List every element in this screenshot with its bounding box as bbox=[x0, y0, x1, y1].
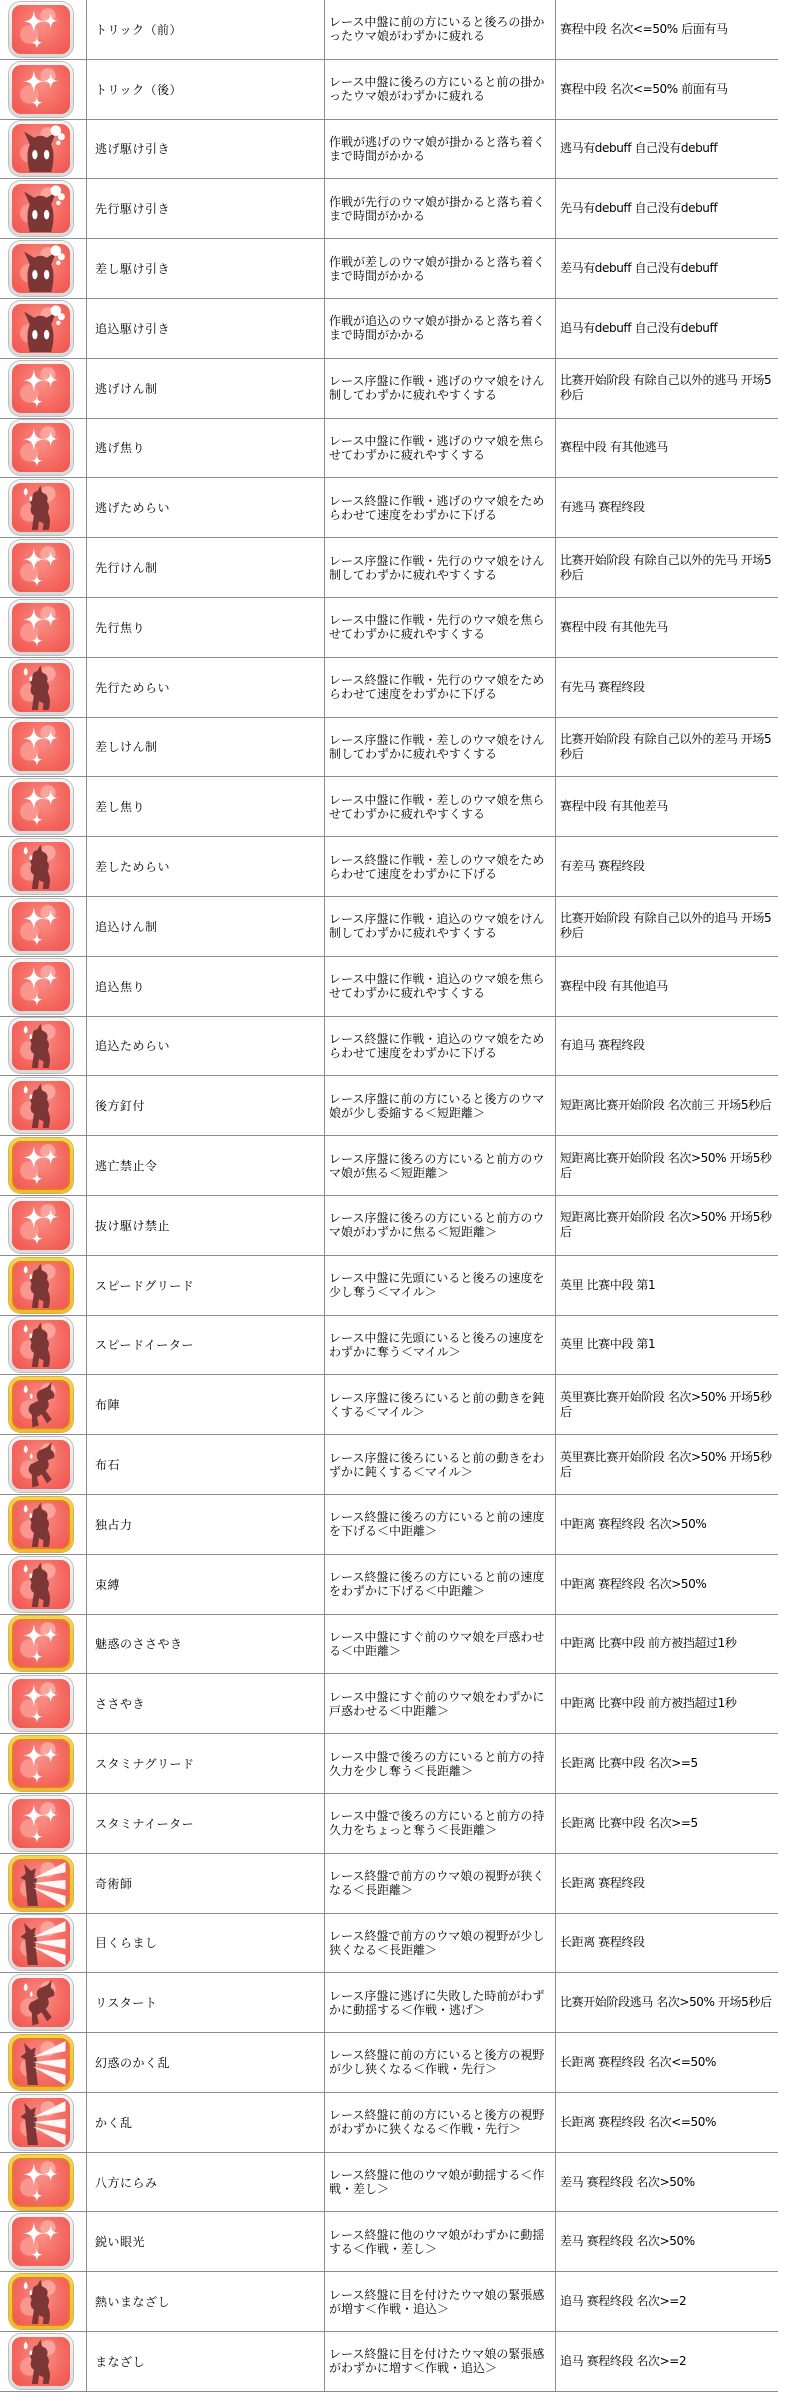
skill-name: 先行駆け引き bbox=[87, 179, 325, 238]
skill-name: 差し焦り bbox=[87, 777, 325, 836]
table-row bbox=[0, 1435, 778, 1495]
table-row bbox=[0, 1555, 778, 1615]
magician-icon bbox=[9, 2035, 73, 2090]
skill-condition: 长距离 赛程终段 名次<=50% bbox=[560, 2054, 717, 2069]
skill-name: スピードグリード bbox=[87, 1256, 325, 1315]
table-row bbox=[0, 2272, 778, 2332]
sparkle-icon bbox=[9, 540, 73, 595]
table-row bbox=[0, 299, 778, 359]
skill-condition: 有逃马 赛程终段 bbox=[560, 500, 645, 515]
icon-face bbox=[12, 1500, 70, 1549]
table-row bbox=[0, 718, 778, 778]
skill-name: 逃げためらい bbox=[87, 478, 325, 537]
table-row bbox=[0, 1914, 778, 1974]
icon-face bbox=[12, 962, 70, 1011]
icon-face bbox=[12, 2158, 70, 2207]
icon-face bbox=[12, 1081, 70, 1130]
icon-cell bbox=[0, 60, 87, 119]
icon-cell bbox=[0, 897, 87, 956]
skill-condition: 赛程中段 名次<=50% 后面有马 bbox=[560, 21, 728, 36]
skill-condition: 差马 赛程终段 名次>50% bbox=[560, 2234, 695, 2249]
skill-name: ささやき bbox=[87, 1674, 325, 1733]
skill-condition: 有追马 赛程终段 bbox=[560, 1038, 645, 1053]
skill-condition: 英里 比赛中段 第1 bbox=[560, 1277, 656, 1292]
skill-description: レース中盤で後ろの方にいると前方の持久力を少し奪う＜長距離＞ bbox=[325, 1734, 556, 1793]
sparkle-icon bbox=[9, 959, 73, 1014]
icon-cell bbox=[0, 419, 87, 478]
icon-face bbox=[12, 184, 70, 233]
skill-condition: 中距离 比赛中段 前方被挡超过1秒 bbox=[560, 1636, 737, 1651]
sparkle-icon bbox=[9, 779, 73, 834]
skill-description: 作戦が追込のウマ娘が掛かると落ち着くまで時間がかかる bbox=[325, 299, 556, 358]
table-row bbox=[0, 777, 778, 837]
table-row bbox=[0, 1076, 778, 1136]
icon-cell bbox=[0, 2153, 87, 2212]
icon-face bbox=[12, 2098, 70, 2147]
skill-condition: 赛程中段 名次<=50% 前面有马 bbox=[560, 81, 728, 96]
skill-description: レース中盤にすぐ前のウマ娘をわずかに戸惑わせる＜中距離＞ bbox=[325, 1674, 556, 1733]
horse-sweat-icon bbox=[9, 1317, 73, 1372]
skill-condition: 长距离 赛程终段 名次<=50% bbox=[560, 2114, 717, 2129]
horse-sweat-icon bbox=[9, 1078, 73, 1133]
running-devil-icon bbox=[9, 1377, 73, 1432]
skill-description: レース中盤にすぐ前のウマ娘を戸惑わせる＜中距離＞ bbox=[325, 1615, 556, 1674]
skill-description: 作戦が先行のウマ娘が掛かると落ち着くまで時間がかかる bbox=[325, 179, 556, 238]
skill-name: 八方にらみ bbox=[87, 2153, 325, 2212]
icon-cell bbox=[0, 1495, 87, 1554]
skill-description: レース中盤に作戦・差しのウマ娘を焦らせてわずかに疲れやすくする bbox=[325, 777, 556, 836]
skill-description: レース序盤に作戦・追込のウマ娘をけん制してわずかに疲れやすくする bbox=[325, 897, 556, 956]
icon-cell bbox=[0, 2093, 87, 2152]
skill-description: レース中盤に先頭にいると後ろの速度をわずかに奪う＜マイル＞ bbox=[325, 1316, 556, 1375]
table-row bbox=[0, 478, 778, 538]
skill-description: レース終盤に目を付けたウマ娘の緊張感がわずかに増す＜作戦・追込＞ bbox=[325, 2332, 556, 2391]
icon-cell bbox=[0, 2332, 87, 2391]
icon-cell bbox=[0, 1316, 87, 1375]
skill-condition: 有先马 赛程终段 bbox=[560, 679, 645, 694]
skill-description: レース終盤に作戦・逃げのウマ娘をためらわせて速度をわずかに下げる bbox=[325, 478, 556, 537]
sparkle-icon bbox=[9, 1796, 73, 1851]
sparkle-icon bbox=[9, 62, 73, 117]
skill-condition: 英里 比赛中段 第1 bbox=[560, 1337, 656, 1352]
horse-sweat-icon bbox=[9, 1018, 73, 1073]
icon-cell bbox=[0, 299, 87, 358]
table-row bbox=[0, 598, 778, 658]
skill-name: 差しためらい bbox=[87, 837, 325, 896]
icon-cell bbox=[0, 1555, 87, 1614]
icon-cell bbox=[0, 1734, 87, 1793]
horse-sweat-icon bbox=[9, 1557, 73, 1612]
icon-cell bbox=[0, 1196, 87, 1255]
skill-name: トリック（前） bbox=[87, 0, 325, 59]
icon-cell bbox=[0, 1076, 87, 1135]
skill-condition: 逃马有debuff 自己没有debuff bbox=[560, 141, 718, 156]
magician-icon bbox=[9, 1856, 73, 1911]
icon-cell bbox=[0, 1435, 87, 1494]
skill-name: 束縛 bbox=[87, 1555, 325, 1614]
icon-cell bbox=[0, 1136, 87, 1195]
skill-condition: 差马有debuff 自己没有debuff bbox=[560, 261, 718, 276]
skill-name: トリック（後） bbox=[87, 60, 325, 119]
table-row bbox=[0, 1196, 778, 1256]
skill-description: レース序盤に逃げに失敗した時前がわずかに動揺する＜作戦・逃げ＞ bbox=[325, 1973, 556, 2032]
skill-description: レース序盤に後ろにいると前の動きをわずかに鈍くする＜マイル＞ bbox=[325, 1435, 556, 1494]
table-row bbox=[0, 179, 778, 239]
icon-face bbox=[12, 782, 70, 831]
icon-face bbox=[12, 1859, 70, 1908]
icon-face bbox=[12, 2337, 70, 2386]
skill-condition: 比赛开始阶段 有除自己以外的差马 开场5秒后 bbox=[560, 731, 772, 761]
horse-sweat-icon bbox=[9, 1258, 73, 1313]
icon-face bbox=[12, 1021, 70, 1070]
icon-face bbox=[12, 364, 70, 413]
icon-face bbox=[12, 244, 70, 293]
icon-cell bbox=[0, 1615, 87, 1674]
skill-name: 追込ためらい bbox=[87, 1017, 325, 1076]
icon-cell bbox=[0, 1794, 87, 1853]
skill-condition: 长距离 比赛中段 名次>=5 bbox=[560, 1815, 698, 1830]
skill-condition: 长距离 比赛中段 名次>=5 bbox=[560, 1756, 698, 1770]
skill-name: 追込駆け引き bbox=[87, 299, 325, 358]
skill-name: 幻惑のかく乱 bbox=[87, 2033, 325, 2092]
icon-cell bbox=[0, 2212, 87, 2271]
icon-face bbox=[12, 5, 70, 54]
table-row bbox=[0, 538, 778, 598]
skill-condition: 英里赛比赛开始阶段 名次>50% 开场5秒后 bbox=[560, 1449, 772, 1479]
skill-description: レース序盤に前の方にいると後方のウマ娘が少し委縮する＜短距離＞ bbox=[325, 1076, 556, 1135]
icon-face bbox=[12, 65, 70, 114]
icon-face bbox=[12, 1380, 70, 1429]
sparkle-icon bbox=[9, 420, 73, 475]
horse-sweat-icon bbox=[9, 839, 73, 894]
skill-name: 先行ためらい bbox=[87, 658, 325, 717]
skill-description: レース中盤に前の方にいると後ろの掛かったウマ娘がわずかに疲れる bbox=[325, 0, 556, 59]
table-row bbox=[0, 957, 778, 1017]
skill-name: 熱いまなざし bbox=[87, 2272, 325, 2331]
skill-condition: 有差马 赛程终段 bbox=[560, 859, 645, 874]
skill-name: 抜け駆け禁止 bbox=[87, 1196, 325, 1255]
table-row bbox=[0, 2033, 778, 2093]
skill-description: レース序盤に後ろの方にいると前方のウマ娘が焦る＜短距離＞ bbox=[325, 1136, 556, 1195]
table-row bbox=[0, 1734, 778, 1794]
horse-sweat-icon bbox=[9, 2334, 73, 2389]
icon-cell bbox=[0, 1973, 87, 2032]
table-row bbox=[0, 1615, 778, 1675]
table-row bbox=[0, 1794, 778, 1854]
skill-name: 逃亡禁止令 bbox=[87, 1136, 325, 1195]
table-row bbox=[0, 2332, 778, 2392]
sparkle-icon bbox=[9, 600, 73, 655]
icon-face bbox=[12, 663, 70, 712]
sparkle-icon bbox=[9, 2155, 73, 2210]
skill-name: スピードイーター bbox=[87, 1316, 325, 1375]
skill-name: 追込けん制 bbox=[87, 897, 325, 956]
icon-cell bbox=[0, 1375, 87, 1434]
icon-face bbox=[12, 603, 70, 652]
skill-name: かく乱 bbox=[87, 2093, 325, 2152]
skill-description: レース序盤に後ろの方にいると前方のウマ娘がわずかに焦る＜短距離＞ bbox=[325, 1196, 556, 1255]
skill-name: 逃げ焦り bbox=[87, 419, 325, 478]
skill-name: スタミナグリード bbox=[87, 1734, 325, 1793]
skill-condition: 比赛开始阶段 有除自己以外的追马 开场5秒后 bbox=[560, 911, 772, 941]
table-row bbox=[0, 0, 778, 60]
devil-steam-icon bbox=[9, 301, 73, 356]
skill-condition: 短距离比赛开始阶段 名次前三 开场5秒后 bbox=[560, 1098, 772, 1113]
icon-face bbox=[12, 1141, 70, 1190]
icon-face bbox=[12, 1978, 70, 2027]
skill-name: 魅惑のささやき bbox=[87, 1615, 325, 1674]
table-row bbox=[0, 1136, 778, 1196]
skill-condition: 长距离 赛程终段 bbox=[560, 1935, 645, 1950]
table-row bbox=[0, 1973, 778, 2033]
icon-cell bbox=[0, 2033, 87, 2092]
skill-description: レース終盤に後ろの方にいると前の速度をわずかに下げる＜中距離＞ bbox=[325, 1555, 556, 1614]
icon-face bbox=[12, 2277, 70, 2326]
icon-face bbox=[12, 1560, 70, 1609]
table-row bbox=[0, 837, 778, 897]
icon-face bbox=[12, 124, 70, 173]
horse-sweat-icon bbox=[9, 660, 73, 715]
sparkle-icon bbox=[9, 1138, 73, 1193]
skill-condition: 短距离比赛开始阶段 名次>50% 开场5秒后 bbox=[560, 1150, 772, 1180]
icon-cell bbox=[0, 239, 87, 298]
skill-condition: 比赛开始阶段 有除自己以外的逃马 开场5秒后 bbox=[560, 373, 772, 403]
table-row bbox=[0, 1017, 778, 1077]
skill-condition: 差马 赛程终段 名次>50% bbox=[560, 2174, 695, 2189]
magician-icon bbox=[9, 2095, 73, 2150]
table-row bbox=[0, 1316, 778, 1376]
icon-cell bbox=[0, 1674, 87, 1733]
icon-face bbox=[12, 1739, 70, 1788]
skill-description: レース終盤に作戦・差しのウマ娘をためらわせて速度をわずかに下げる bbox=[325, 837, 556, 896]
skill-description: レース終盤に他のウマ娘がわずかに動揺する＜作戦・差し＞ bbox=[325, 2212, 556, 2271]
table-row bbox=[0, 2153, 778, 2213]
table-row bbox=[0, 1256, 778, 1316]
skill-condition: 赛程中段 有其他逃马 bbox=[560, 440, 668, 455]
running-devil-icon bbox=[9, 1975, 73, 2030]
skill-condition: 赛程中段 有其他先马 bbox=[560, 619, 668, 634]
skill-condition: 长距离 赛程终段 bbox=[560, 1875, 645, 1890]
icon-cell bbox=[0, 0, 87, 59]
horse-sweat-icon bbox=[9, 2274, 73, 2329]
skill-description: レース序盤に作戦・逃げのウマ娘をけん制してわずかに疲れやすくする bbox=[325, 359, 556, 418]
skill-condition: 英里赛比赛开始阶段 名次>50% 开场5秒后 bbox=[560, 1389, 772, 1419]
table-row bbox=[0, 419, 778, 479]
skill-description: 作戦が逃げのウマ娘が掛かると落ち着くまで時間がかかる bbox=[325, 120, 556, 179]
skill-description: レース終盤に後ろの方にいると前の速度を下げる＜中距離＞ bbox=[325, 1495, 556, 1554]
icon-face bbox=[12, 1320, 70, 1369]
skill-description: レース終盤に前の方にいると後方の視野が少し狭くなる＜作戦・先行＞ bbox=[325, 2033, 556, 2092]
skill-condition: 比赛开始阶段 有除自己以外的先马 开场5秒后 bbox=[560, 552, 772, 582]
icon-cell bbox=[0, 598, 87, 657]
icon-face bbox=[12, 483, 70, 532]
skill-name: 奇術師 bbox=[87, 1854, 325, 1913]
skill-description: レース終盤に作戦・追込のウマ娘をためらわせて速度をわずかに下げる bbox=[325, 1017, 556, 1076]
skill-condition: 追马 赛程终段 名次>=2 bbox=[560, 2294, 687, 2309]
skill-condition: 中距离 赛程终段 名次>50% bbox=[560, 1516, 707, 1531]
icon-cell bbox=[0, 1914, 87, 1973]
skill-name: 後方釘付 bbox=[87, 1076, 325, 1135]
icon-cell bbox=[0, 538, 87, 597]
skill-name: 先行けん制 bbox=[87, 538, 325, 597]
skill-name: 独占力 bbox=[87, 1495, 325, 1554]
skill-condition: 先马有debuff 自己没有debuff bbox=[560, 201, 718, 216]
skill-condition: 短距离比赛开始阶段 名次>50% 开场5秒后 bbox=[560, 1210, 772, 1240]
skill-name: 差しけん制 bbox=[87, 718, 325, 777]
icon-face bbox=[12, 1799, 70, 1848]
devil-steam-icon bbox=[9, 181, 73, 236]
devil-steam-icon bbox=[9, 241, 73, 296]
skill-name: 布陣 bbox=[87, 1375, 325, 1434]
icon-cell bbox=[0, 957, 87, 1016]
icon-cell bbox=[0, 120, 87, 179]
skill-condition: 追马 赛程终段 名次>=2 bbox=[560, 2353, 687, 2368]
icon-face bbox=[12, 1679, 70, 1728]
skill-description: レース中盤に後ろの方にいると前の掛かったウマ娘がわずかに疲れる bbox=[325, 60, 556, 119]
icon-cell bbox=[0, 2272, 87, 2331]
skill-name: 差し駆け引き bbox=[87, 239, 325, 298]
sparkle-icon bbox=[9, 719, 73, 774]
sparkle-icon bbox=[9, 1736, 73, 1791]
sparkle-icon bbox=[9, 361, 73, 416]
icon-face bbox=[12, 842, 70, 891]
icon-cell bbox=[0, 658, 87, 717]
table-row bbox=[0, 359, 778, 419]
icon-cell bbox=[0, 777, 87, 836]
icon-cell bbox=[0, 179, 87, 238]
icon-face bbox=[12, 423, 70, 472]
table-row bbox=[0, 120, 778, 180]
horse-sweat-icon bbox=[9, 480, 73, 535]
icon-cell bbox=[0, 1854, 87, 1913]
icon-face bbox=[12, 1261, 70, 1310]
icon-cell bbox=[0, 478, 87, 537]
running-devil-icon bbox=[9, 1437, 73, 1492]
skill-condition: 中距离 赛程终段 名次>50% bbox=[560, 1576, 707, 1591]
sparkle-icon bbox=[9, 1616, 73, 1671]
skill-name: スタミナイーター bbox=[87, 1794, 325, 1853]
devil-steam-icon bbox=[9, 121, 73, 176]
skill-description: レース中盤に作戦・先行のウマ娘を焦らせてわずかに疲れやすくする bbox=[325, 598, 556, 657]
sparkle-icon bbox=[9, 1676, 73, 1731]
skill-condition: 中距离 比赛中段 前方被挡超过1秒 bbox=[560, 1696, 737, 1711]
skill-name: 逃げけん制 bbox=[87, 359, 325, 418]
table-row bbox=[0, 1495, 778, 1555]
skill-description: レース終盤に前の方にいると後方の視野がわずかに狭くなる＜作戦・先行＞ bbox=[325, 2093, 556, 2152]
skill-name: 布石 bbox=[87, 1435, 325, 1494]
icon-cell bbox=[0, 718, 87, 777]
skill-condition: 比赛开始阶段逃马 名次>50% 开场5秒后 bbox=[560, 1995, 772, 2010]
skill-description: レース終盤で前方のウマ娘の視野が狭くなる＜長距離＞ bbox=[325, 1854, 556, 1913]
table-row bbox=[0, 239, 778, 299]
skill-description: 作戦が差しのウマ娘が掛かると落ち着くまで時間がかかる bbox=[325, 239, 556, 298]
skill-description: レース序盤に作戦・差しのウマ娘をけん制してわずかに疲れやすくする bbox=[325, 718, 556, 777]
icon-face bbox=[12, 2217, 70, 2266]
icon-face bbox=[12, 1918, 70, 1967]
sparkle-icon bbox=[9, 1198, 73, 1253]
icon-face bbox=[12, 2038, 70, 2087]
skill-condition: 赛程中段 有其他追马 bbox=[560, 978, 668, 993]
horse-sweat-icon bbox=[9, 1497, 73, 1552]
table-row bbox=[0, 1674, 778, 1734]
skill-name: まなざし bbox=[87, 2332, 325, 2391]
table-row bbox=[0, 1854, 778, 1914]
icon-face bbox=[12, 1619, 70, 1668]
skill-name: 鋭い眼光 bbox=[87, 2212, 325, 2271]
icon-face bbox=[12, 304, 70, 353]
table-row bbox=[0, 2093, 778, 2153]
skill-description: レース終盤に目を付けたウマ娘の緊張感が増す＜作戦・追込＞ bbox=[325, 2272, 556, 2331]
icon-face bbox=[12, 722, 70, 771]
icon-face bbox=[12, 902, 70, 951]
skill-condition: 追马有debuff 自己没有debuff bbox=[560, 320, 718, 335]
skill-description: レース終盤で前方のウマ娘の視野が少し狭くなる＜長距離＞ bbox=[325, 1914, 556, 1973]
sparkle-icon bbox=[9, 2, 73, 57]
magician-icon bbox=[9, 1915, 73, 1970]
icon-cell bbox=[0, 1256, 87, 1315]
skill-description: レース中盤に先頭にいると後ろの速度を少し奪う＜マイル＞ bbox=[325, 1256, 556, 1315]
icon-cell bbox=[0, 837, 87, 896]
skill-condition: 赛程中段 有其他差马 bbox=[560, 799, 668, 814]
icon-face bbox=[12, 543, 70, 592]
sparkle-icon bbox=[9, 899, 73, 954]
icon-face bbox=[12, 1201, 70, 1250]
skill-name: 追込焦り bbox=[87, 957, 325, 1016]
sparkle-icon bbox=[9, 2214, 73, 2269]
icon-cell bbox=[0, 359, 87, 418]
table-row bbox=[0, 658, 778, 718]
skill-description: レース終盤に作戦・先行のウマ娘をためらわせて速度をわずかに下げる bbox=[325, 658, 556, 717]
table-row bbox=[0, 60, 778, 120]
skill-name: 逃げ駆け引き bbox=[87, 120, 325, 179]
icon-cell bbox=[0, 1017, 87, 1076]
skill-name: 先行焦り bbox=[87, 598, 325, 657]
icon-face bbox=[12, 1440, 70, 1489]
table-row bbox=[0, 1375, 778, 1435]
skill-description: レース序盤に作戦・先行のウマ娘をけん制してわずかに疲れやすくする bbox=[325, 538, 556, 597]
skill-name: 目くらまし bbox=[87, 1914, 325, 1973]
table-row bbox=[0, 2212, 778, 2272]
skill-name: リスタート bbox=[87, 1973, 325, 2032]
skill-description: レース序盤に後ろにいると前の動きを鈍くする＜マイル＞ bbox=[325, 1375, 556, 1434]
skill-description: レース中盤に作戦・逃げのウマ娘を焦らせてわずかに疲れやすくする bbox=[325, 419, 556, 478]
table-row bbox=[0, 897, 778, 957]
skill-description: レース中盤に作戦・追込のウマ娘を焦らせてわずかに疲れやすくする bbox=[325, 957, 556, 1016]
skill-description: レース終盤に他のウマ娘が動揺する＜作戦・差し＞ bbox=[325, 2153, 556, 2212]
skill-description: レース中盤で後ろの方にいると前方の持久力をちょっと奪う＜長距離＞ bbox=[325, 1794, 556, 1853]
